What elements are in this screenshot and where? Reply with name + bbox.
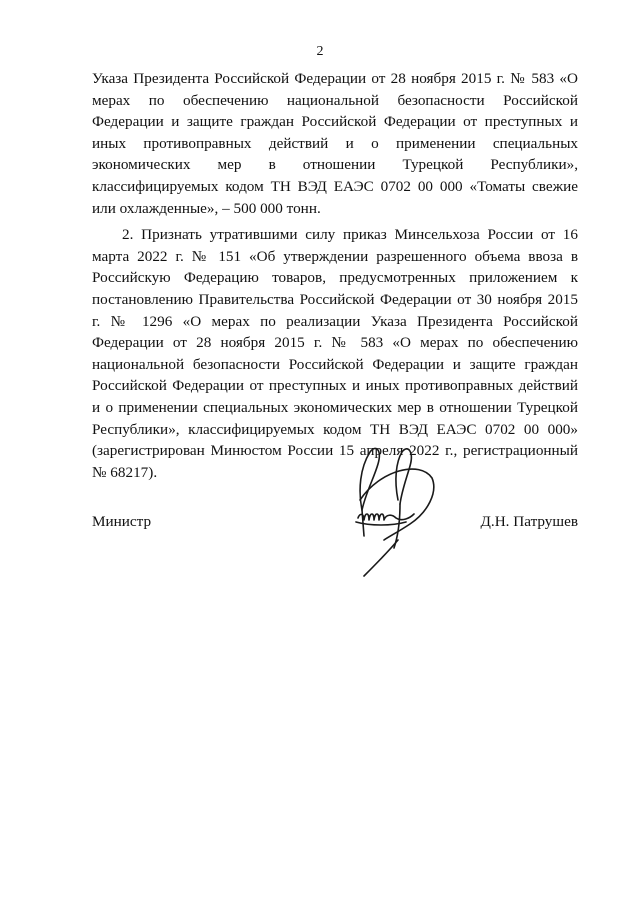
handwritten-signature [340, 440, 440, 580]
signature-stroke-6 [362, 510, 364, 536]
signature-stroke-1 [360, 448, 379, 510]
signer-name: Д.Н. Патрушев [480, 513, 578, 530]
paragraph-continuation: Указа Президента Российской Федерации от 28 ноября 2015 г. № 583 «О мерах по обеспечению национальной безопасности Российской Федерации и защите граждан Российской Федерации от преступных и иных противоправных действий и о применении специальных экономических мер в отношении Турецкой Республики», классифицируемых кодом ТН ВЭД ЕАЭС 0702 00 000 «Томаты свежие или охлажденные», – 500 000 тонн. [92, 70, 578, 217]
signature-stroke-4 [358, 514, 414, 520]
paragraph-2: 2. Признать утратившими силу приказ Минсельхоза России от 16 марта 2022 г. № 151 «Об утверждении разрешенного объема ввоза в Российскую Федерацию товаров, предусмотренных приложением к постановлению Правительства Российской Федерации от 30 ноября 2015 г. № 1296 «О мерах по реализации Указа Президента Российской Федерации от 28 ноября 2015 г. № 583 «О мерах по обеспечению национальной безопасности Российской Федерации и защите граждан Российской Федерации от преступных и иных противоправных действий и о применении специальных экономических мер в отношении Турецкой Республики», классифицируемых кодом ТН ВЭД ЕАЭС 0702 00 000» (зарегистрирован Минюстом России 15 апреля 2022 г., регистрационный № 68217). [92, 226, 578, 481]
document-body [92, 68, 578, 483]
signature-stroke-3 [360, 469, 434, 540]
signature-stroke-8 [364, 540, 398, 576]
page-number: 2 [316, 44, 324, 59]
signer-title: Министр [92, 513, 152, 530]
signature-stroke-2 [396, 449, 411, 504]
